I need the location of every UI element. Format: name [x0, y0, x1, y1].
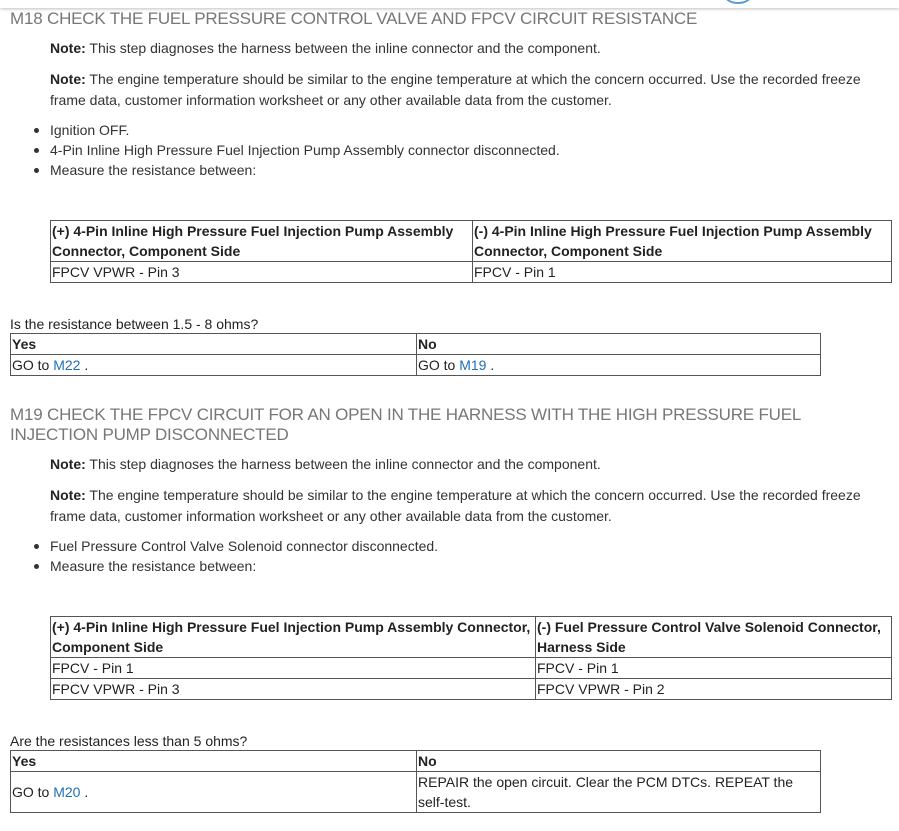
table-cell: FPCV VPWR - Pin 3 — [51, 679, 536, 700]
m19-steps-list — [30, 536, 438, 576]
yes-header: Yes — [11, 751, 417, 772]
table-header-row — [11, 334, 821, 355]
m18-note-1 — [50, 38, 880, 59]
list-item: 4-Pin Inline High Pressure Fuel Injection Pump Assembly connector disconnected. — [50, 142, 560, 158]
m18-question: Is the resistance between 1.5 - 8 ohms? — [10, 316, 259, 332]
table-header-cell: (+) 4-Pin Inline High Pressure Fuel Injection Pump Assembly Connector, Component Side — [51, 221, 473, 262]
m19-heading: M19 CHECK THE FPCV CIRCUIT FOR AN OPEN IN THE HARNESS WITH THE HIGH PRESSURE FUEL INJECTION PUMP DISCONNECTED — [10, 405, 801, 444]
table-header-cell: (-) Fuel Pressure Control Valve Solenoid Connector, Harness Side — [536, 617, 892, 658]
action-text: GO to — [12, 784, 54, 800]
list-item: Ignition OFF. — [50, 120, 560, 140]
top-toolbar-edge — [0, 0, 899, 8]
list-item: Measure the resistance between: — [50, 160, 560, 180]
m19-note-1 — [50, 454, 880, 475]
m18-yes-no-table — [10, 333, 821, 376]
table-row — [11, 772, 821, 813]
action-suffix: . — [486, 357, 495, 373]
note-label: Note: — [50, 487, 86, 503]
yes-header: Yes — [11, 334, 417, 355]
link-m19[interactable]: M19 — [459, 357, 487, 373]
table-header-row — [11, 751, 821, 772]
m18-steps-list — [30, 120, 560, 180]
list-item: Measure the resistance between: — [50, 556, 438, 576]
table-cell: FPCV VPWR - Pin 2 — [536, 679, 892, 700]
action-text: GO to — [418, 357, 460, 373]
yes-action-cell — [11, 355, 417, 376]
m18-heading: M18 CHECK THE FUEL PRESSURE CONTROL VALVE AND FPCV CIRCUIT RESISTANCE — [10, 9, 698, 28]
link-m20[interactable]: M20 — [53, 784, 81, 800]
no-action-cell — [417, 355, 821, 376]
list-item: Fuel Pressure Control Valve Solenoid connector disconnected. — [50, 538, 439, 554]
note-text: This step diagnoses the harness between the inline connector and the component. — [85, 456, 601, 472]
yes-action-cell — [11, 772, 417, 813]
no-header: No — [417, 334, 821, 355]
table-row — [51, 262, 892, 283]
m18-resistance-table — [50, 220, 892, 283]
table-header-row — [51, 221, 892, 262]
link-m22[interactable]: M22 — [53, 357, 81, 373]
table-cell: FPCV - Pin 1 — [473, 262, 892, 283]
no-header: No — [417, 751, 821, 772]
table-row — [51, 658, 892, 679]
m19-resistance-table — [50, 616, 892, 700]
table-header-cell: (-) 4-Pin Inline High Pressure Fuel Injection Pump Assembly Connector, Component Side — [473, 221, 892, 262]
m19-yes-no-table — [10, 750, 821, 813]
note-label: Note: — [50, 71, 86, 87]
table-cell: FPCV - Pin 1 — [536, 658, 892, 679]
table-header-cell: (+) 4-Pin Inline High Pressure Fuel Injection Pump Assembly Connector, Component Side — [51, 617, 536, 658]
m18-note-2 — [50, 69, 880, 111]
note-label: Note: — [50, 40, 86, 56]
table-cell: FPCV - Pin 1 — [51, 658, 536, 679]
action-text: GO to — [12, 357, 54, 373]
table-cell: FPCV VPWR - Pin 3 — [51, 262, 473, 283]
m19-question: Are the resistances less than 5 ohms? — [10, 733, 248, 749]
m19-note-2 — [50, 485, 880, 527]
table-header-row — [51, 617, 892, 658]
no-action-cell: REPAIR the open circuit. Clear the PCM DTCs. REPEAT the self-test. — [417, 772, 821, 813]
action-suffix: . — [80, 784, 89, 800]
table-row — [51, 679, 892, 700]
note-text: The engine temperature should be similar to the engine temperature at which the concern occurred. Use the recorded freeze frame data, customer information worksheet or any other available data from the customer. — [50, 487, 861, 524]
action-suffix: . — [80, 357, 89, 373]
note-text: The engine temperature should be similar to the engine temperature at which the concern occurred. Use the recorded freeze frame data, customer information worksheet or any other available data from the customer. — [50, 71, 861, 108]
note-label: Note: — [50, 456, 86, 472]
note-text: This step diagnoses the harness between the inline connector and the component. — [85, 40, 601, 56]
table-row — [11, 355, 821, 376]
